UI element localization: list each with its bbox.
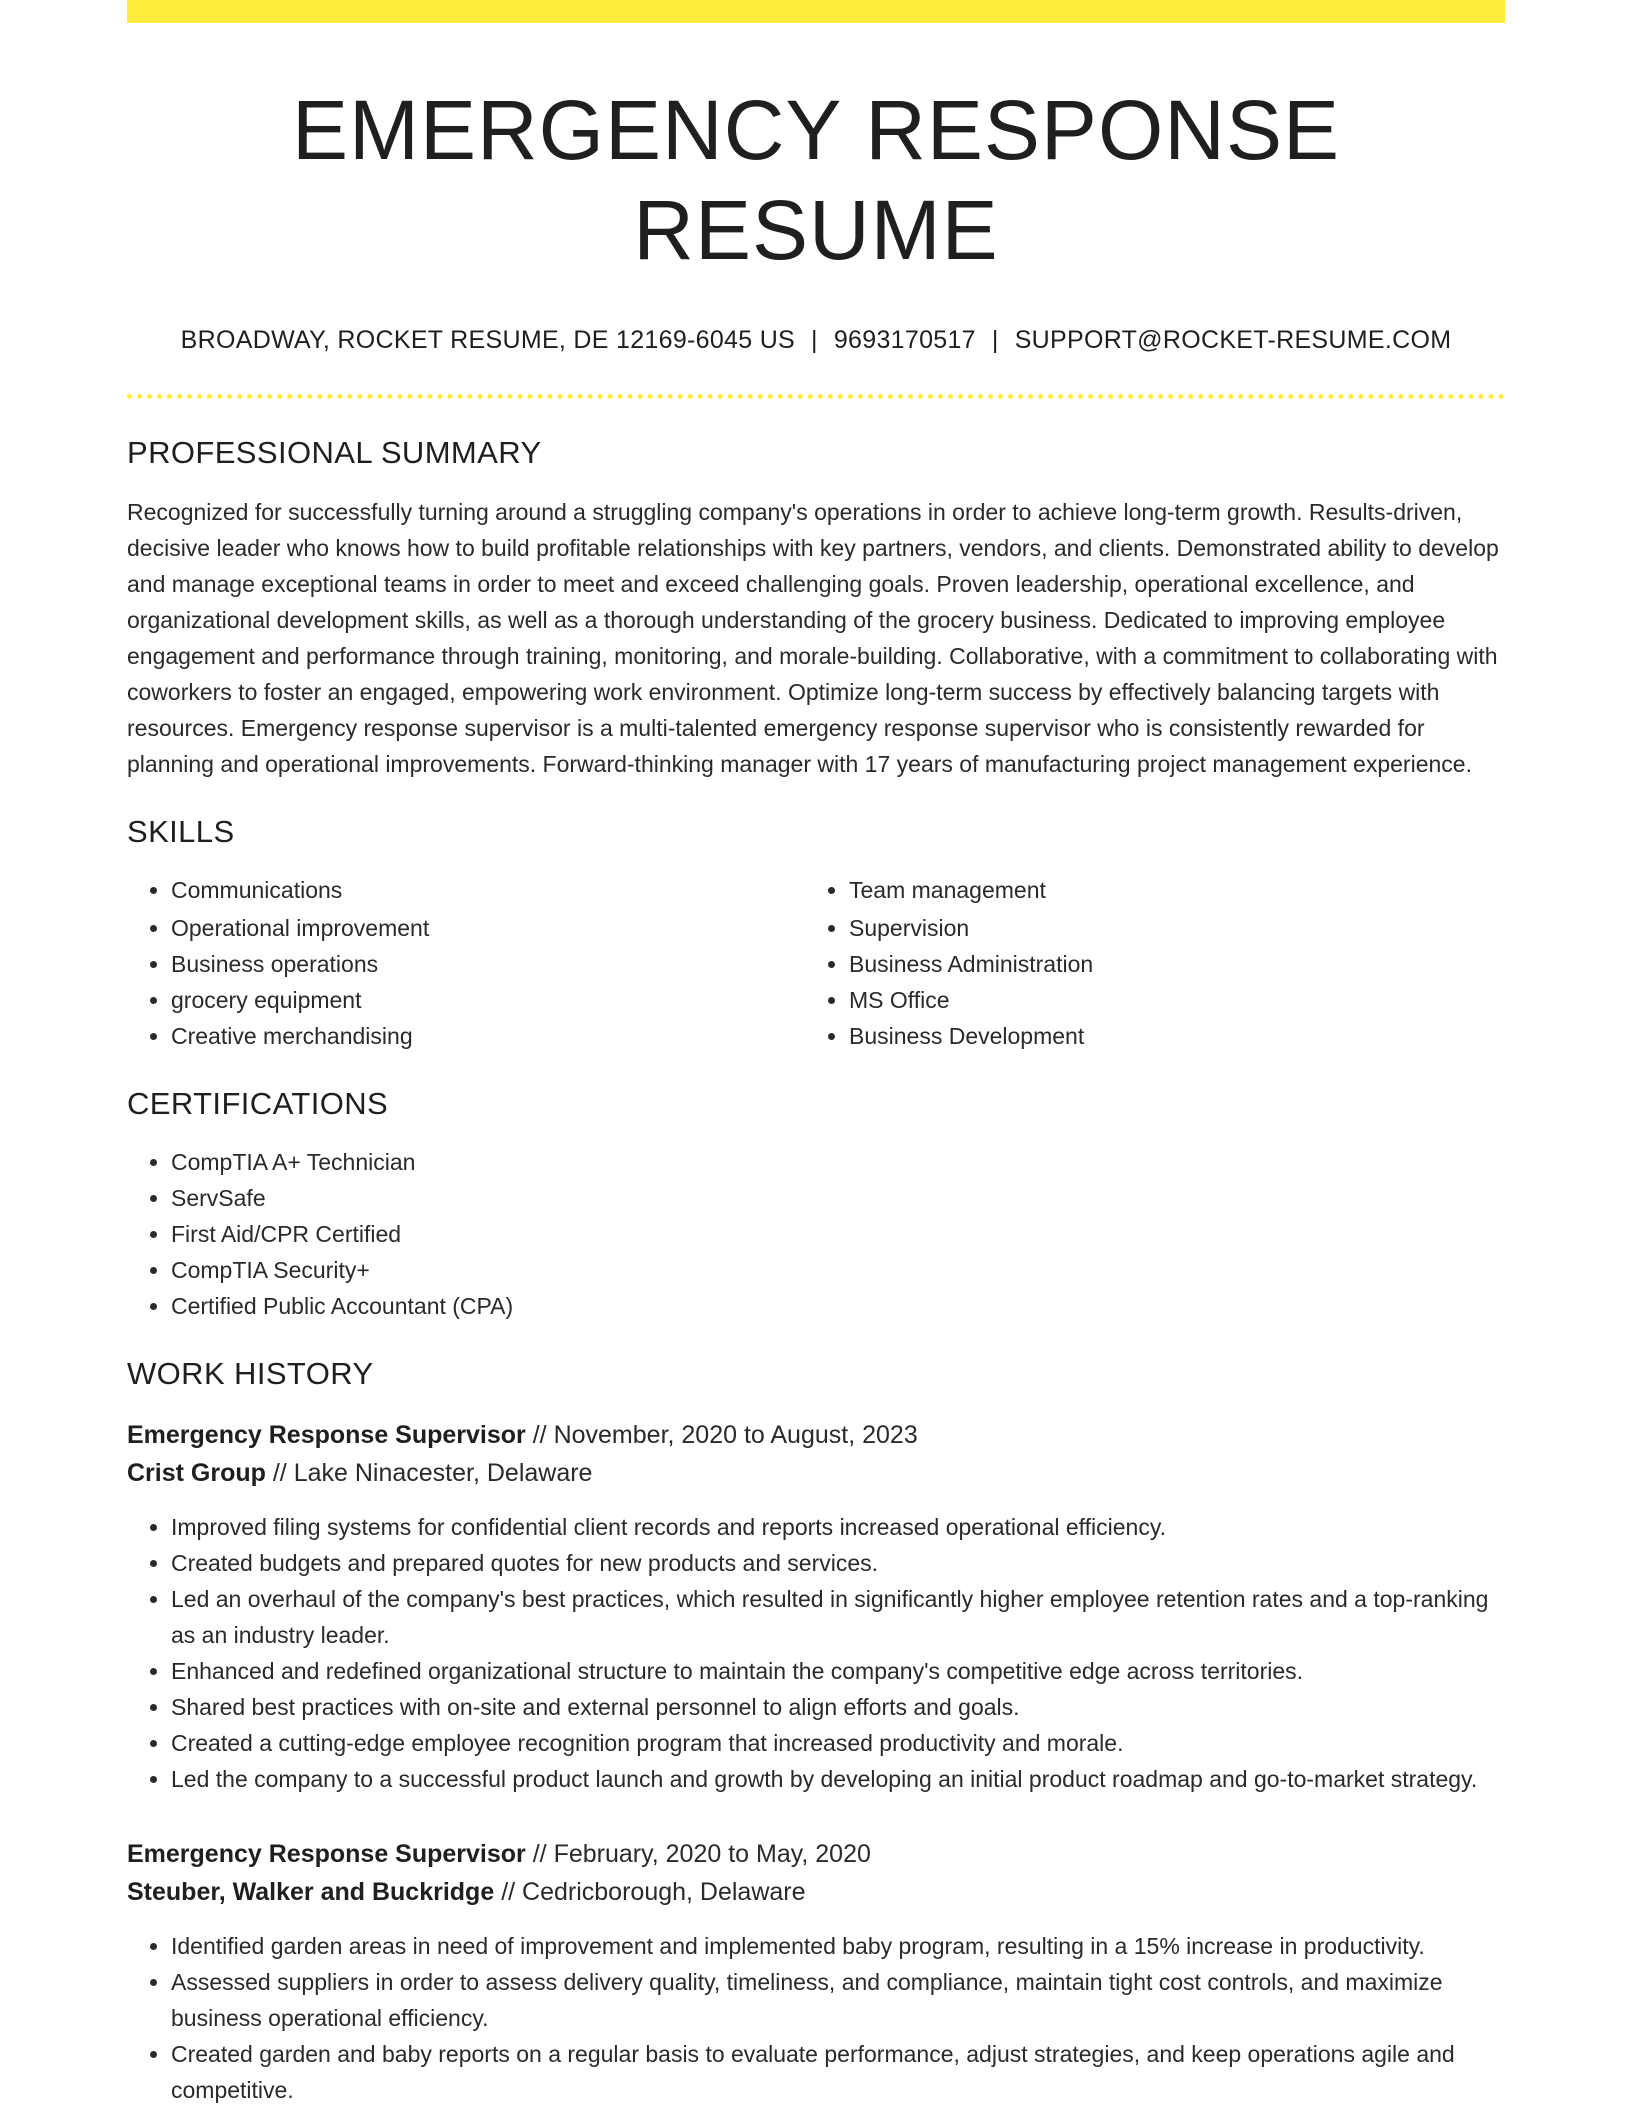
skill-item: • Operational improvement	[171, 910, 805, 946]
job-title-line	[127, 1416, 1505, 1454]
skills-heading: SKILLS	[127, 814, 235, 849]
job-bullet: • Led the company to a successful product launch and growth by developing an initial product roadmap and go-to-market strategy.	[171, 1761, 1505, 1797]
contact-address: BROADWAY, ROCKET RESUME, DE 12169-6045 US	[180, 326, 796, 354]
contact-phone: 9693170517	[833, 326, 976, 354]
job-company-line	[127, 1873, 1505, 1911]
certification-item: • ServSafe	[171, 1180, 1505, 1216]
skills-section	[127, 812, 1505, 1054]
skill-item: • Supervision	[849, 910, 1483, 946]
job-bullet: • Improved filing systems for confidential client records and reports increased operational efficiency.	[171, 1509, 1505, 1545]
job-bullet: • Created a cutting-edge employee recognition program that increased productivity and morale.	[171, 1725, 1505, 1761]
job-company: Crist Group	[127, 1459, 266, 1487]
job-location: // Lake Ninacester, Delaware	[272, 1459, 593, 1487]
skill-item: • Business operations	[171, 946, 805, 982]
job-bullet: • Assessed suppliers in order to assess delivery quality, timeliness, and compliance, maintain tight cost controls, and maximize business operational efficiency.	[171, 1964, 1505, 2036]
skills-list-left	[127, 872, 805, 1054]
job-company: Steuber, Walker and Buckridge	[127, 1878, 495, 1906]
skills-list-right	[805, 872, 1483, 1054]
job-title-line	[127, 1835, 1505, 1873]
job-entry	[127, 1835, 1505, 2108]
job-bullet: • Created garden and baby reports on a regular basis to evaluate performance, adjust strategies, and keep operations agile and competitive.	[171, 2036, 1505, 2108]
certifications-heading: CERTIFICATIONS	[127, 1086, 389, 1121]
job-dates: // November, 2020 to August, 2023	[532, 1421, 918, 1449]
certification-item: • First Aid/CPR Certified	[171, 1216, 1505, 1252]
contact-separator: |	[811, 326, 818, 354]
job-role: Emergency Response Supervisor	[127, 1421, 526, 1449]
summary-text: Recognized for successfully turning around a struggling company's operations in order to achieve long-term growth. Results-driven, decisive leader who knows how to build profitable relationships with key partners, vendors, and clients. Demonstrated ability to develop and manage exceptional teams in order to meet and exceed challenging goals. Proven leadership, operational excellence, and organizational development skills, as well as a thorough understanding of the grocery business. Dedicated to improving employee engagement and performance through training, monitoring, and morale-building. Collaborative, with a commitment to collaborating with coworkers to foster an engaged, empowering work environment. Optimize long-term success by effectively balancing targets with resources. Emergency response supervisor is a multi-talented emergency response supervisor who is consistently rewarded for planning and operational improvements. Forward-thinking manager with 17 years of manufacturing project management experience.	[127, 499, 1499, 777]
summary-section	[127, 433, 1505, 782]
resume-title: EMERGENCY RESPONSE RESUME	[291, 83, 1341, 277]
skill-item: • grocery equipment	[171, 982, 805, 1018]
contact-email: SUPPORT@ROCKET-RESUME.COM	[1014, 326, 1452, 354]
certifications-list	[127, 1144, 1505, 1324]
skills-column-right	[805, 872, 1483, 1054]
job-bullet: • Led an overhaul of the company's best practices, which resulted in significantly higher employee retention rates and a top-ranking as an industry leader.	[171, 1581, 1505, 1653]
contact-separator: |	[991, 326, 999, 354]
job-bullets	[127, 1928, 1505, 2108]
job-bullet: • Shared best practices with on-site and external personnel to align efforts and goals.	[171, 1689, 1505, 1725]
job-bullet: • Enhanced and redefined organizational structure to maintain the company's competitive edge across territories.	[171, 1653, 1505, 1689]
contact-line	[127, 324, 1505, 356]
header-divider	[127, 394, 1505, 399]
job-bullet: • Identified garden areas in need of improvement and implemented baby program, resulting in a 15% increase in productivity.	[171, 1928, 1505, 1964]
certification-item: • CompTIA Security+	[171, 1252, 1505, 1288]
job-entry	[127, 1416, 1505, 1797]
job-dates: // February, 2020 to May, 2020	[532, 1840, 871, 1868]
work-history-section	[127, 1354, 1505, 2108]
skill-item: • Communications	[171, 872, 805, 908]
skill-item: • Team management	[849, 872, 1483, 908]
summary-heading: PROFESSIONAL SUMMARY	[127, 435, 542, 470]
job-location: // Cedricborough, Delaware	[501, 1878, 806, 1906]
skill-item: • Business Development	[849, 1018, 1483, 1054]
skill-item: • MS Office	[849, 982, 1483, 1018]
skill-item: • Creative merchandising	[171, 1018, 805, 1054]
job-bullets	[127, 1509, 1505, 1797]
skills-column-left	[127, 872, 805, 1054]
certification-item: • CompTIA A+ Technician	[171, 1144, 1505, 1180]
skills-grid	[127, 872, 1505, 1054]
work-history-heading: WORK HISTORY	[127, 1356, 374, 1391]
certification-item: • Certified Public Accountant (CPA)	[171, 1288, 1505, 1324]
job-role: Emergency Response Supervisor	[127, 1840, 526, 1868]
skill-item: • Business Administration	[849, 946, 1483, 982]
job-company-line	[127, 1454, 1505, 1492]
certifications-section	[127, 1084, 1505, 1324]
resume-content	[127, 0, 1505, 2108]
job-bullet: • Created budgets and prepared quotes for new products and services.	[171, 1545, 1505, 1581]
